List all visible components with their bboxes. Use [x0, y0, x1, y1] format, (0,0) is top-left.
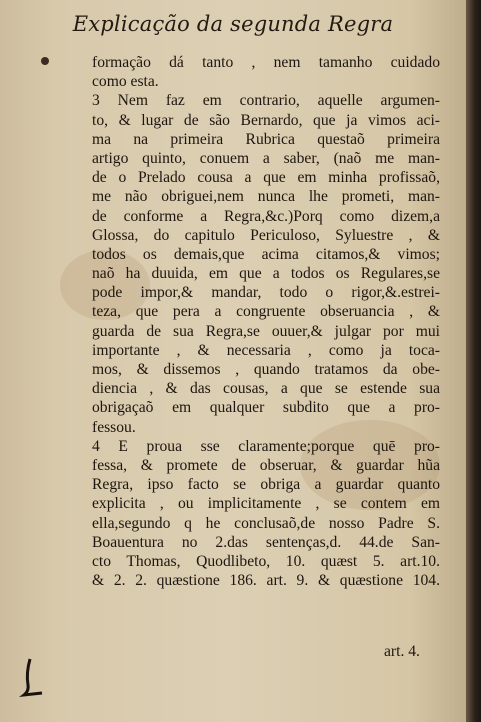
text-line: cto Thomas, Quodlibeto, 10. quæst 5. art.10. [92, 552, 440, 570]
text-line: fessou. [92, 418, 136, 436]
text-line: naõ ha duuida, em que a todos os Regulares,se [92, 265, 440, 283]
text-line: me não obriguei,nem nunca lhe prometi, man- [92, 188, 440, 206]
text-line: de o Prelado cousa a que em minha profissaõ, [92, 169, 440, 187]
running-title: Explicação da segunda Regra [72, 12, 394, 36]
text-line: diencia , & das cousas, a que se estende sua [92, 380, 440, 398]
text-line: ella,segundo q he conclusaõ,de nosso Padre S. [92, 514, 440, 532]
text-line: como esta. [92, 73, 159, 91]
ink-dot [41, 57, 49, 65]
text-line: 4 E proua sse claramente;porque quē pro- [92, 437, 440, 455]
text-line: explicita , ou implicitamente , se contem em [92, 495, 440, 513]
text-line: guarda de sua Regra,se ouuer,& julgar por mui [92, 322, 440, 340]
text-line: & 2. 2. quæstione 186. art. 9. & quæstione 104. [92, 572, 440, 590]
text-line: pode impor,& mandar, todo o rigor,&.estrei- [92, 284, 440, 302]
text-line: Glossa, do capitulo Periculoso, Syluestre , & [92, 226, 440, 244]
text-line: ma na primeira Rubrica questaõ primeira [92, 130, 440, 148]
body-text [92, 53, 440, 590]
text-line: fessa, & promete de obseruar, & guardar hũa [92, 456, 440, 474]
text-line: teza, que pera a congruente obseruancia , & [92, 303, 440, 321]
pen-mark [18, 655, 58, 705]
text-line: artigo quinto, conuem a saber, (naõ me man- [92, 149, 440, 167]
text-line: mos, & dissemos , quando tratamos da obe- [92, 361, 440, 378]
text-line: de conforme a Regra,&c.)Porq como dizem,a [92, 207, 440, 225]
text-line: to, & lugar de são Bernardo, que ja vimos aci- [92, 111, 440, 129]
text-line: obrigaçaõ em qualquer subdito que a pro- [92, 399, 440, 417]
text-line: importante , & necessaria , como ja toca- [92, 341, 440, 359]
text-line: 3 Nem faz em contrario, aquelle argumen- [92, 92, 440, 110]
text-line: Regra, ipso facto se obriga a guardar quanto [92, 476, 440, 494]
text-line: formação dá tanto , nem tamanho cuidado [92, 54, 440, 71]
catchword: art. 4. [384, 643, 420, 660]
book-binding [466, 0, 481, 722]
text-line: todos os demais,que acima citamos,& vimos; [92, 245, 440, 263]
text-line: Boauentura no 2.das sentenças,d. 44.de San- [92, 533, 440, 551]
